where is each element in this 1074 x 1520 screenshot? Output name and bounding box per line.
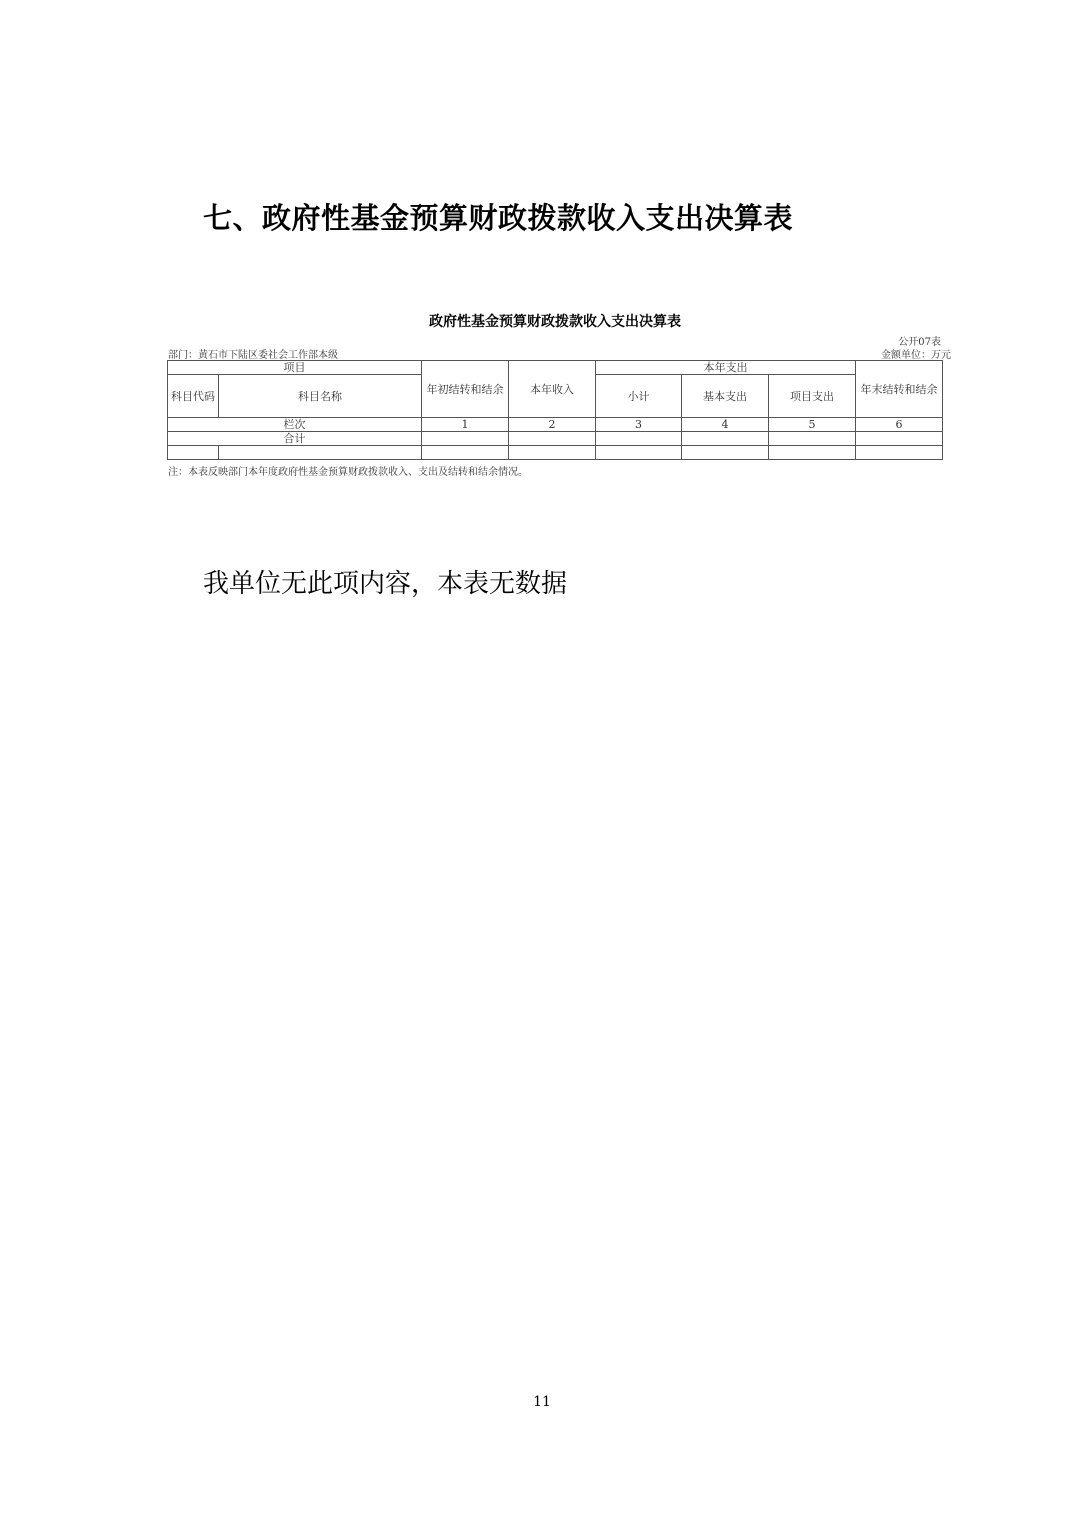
- table-cell: [596, 446, 682, 460]
- empty-message: 我单位无此项内容，本表无数据: [203, 569, 568, 599]
- column-number: 1: [422, 418, 509, 432]
- table-cell: [509, 446, 596, 460]
- header-project: 项目支出: [769, 375, 856, 418]
- table-cell: [682, 446, 769, 460]
- form-number: 公开07表: [898, 337, 941, 348]
- table-cell: [856, 432, 943, 446]
- department-label: 部门：黄石市下陆区委社会工作部本级: [168, 350, 338, 361]
- column-number: 3: [596, 418, 682, 432]
- header-code: 科目代码: [168, 375, 219, 418]
- total-row: [168, 432, 943, 446]
- budget-table: [167, 360, 943, 460]
- table-cell: [168, 446, 219, 460]
- table-title: 政府性基金预算财政拨款收入支出决算表: [429, 314, 681, 330]
- column-number: 2: [509, 418, 596, 432]
- total-label: 合计: [168, 432, 422, 446]
- header-end-balance: 年末结转和结余: [856, 361, 943, 418]
- header-name: 科目名称: [219, 375, 422, 418]
- table-cell: [769, 446, 856, 460]
- table-cell: [856, 446, 943, 460]
- column-number: 6: [856, 418, 943, 432]
- column-number-label: 栏次: [168, 418, 422, 432]
- table-cell: [422, 432, 509, 446]
- header-subtotal: 小计: [596, 375, 682, 418]
- table-cell: [422, 446, 509, 460]
- header-basic: 基本支出: [682, 375, 769, 418]
- header-item: 项目: [168, 361, 422, 375]
- table-cell: [509, 432, 596, 446]
- page-number: 11: [533, 1394, 551, 1410]
- table-cell: [596, 432, 682, 446]
- unit-label: 金额单位：万元: [881, 350, 951, 361]
- header-income: 本年收入: [509, 361, 596, 418]
- table-note: 注：本表反映部门本年度政府性基金预算财政拨款收入、支出及结转和结余情况。: [168, 467, 528, 478]
- header-begin-balance: 年初结转和结余: [422, 361, 509, 418]
- table-cell: [769, 432, 856, 446]
- table-cell: [682, 432, 769, 446]
- column-number-row: [168, 418, 943, 432]
- table-cell: [219, 446, 422, 460]
- header-expenditure: 本年支出: [596, 361, 856, 375]
- page-heading: 七、政府性基金预算财政拨款收入支出决算表: [203, 201, 794, 235]
- column-number: 4: [682, 418, 769, 432]
- empty-row: [168, 446, 943, 460]
- column-number: 5: [769, 418, 856, 432]
